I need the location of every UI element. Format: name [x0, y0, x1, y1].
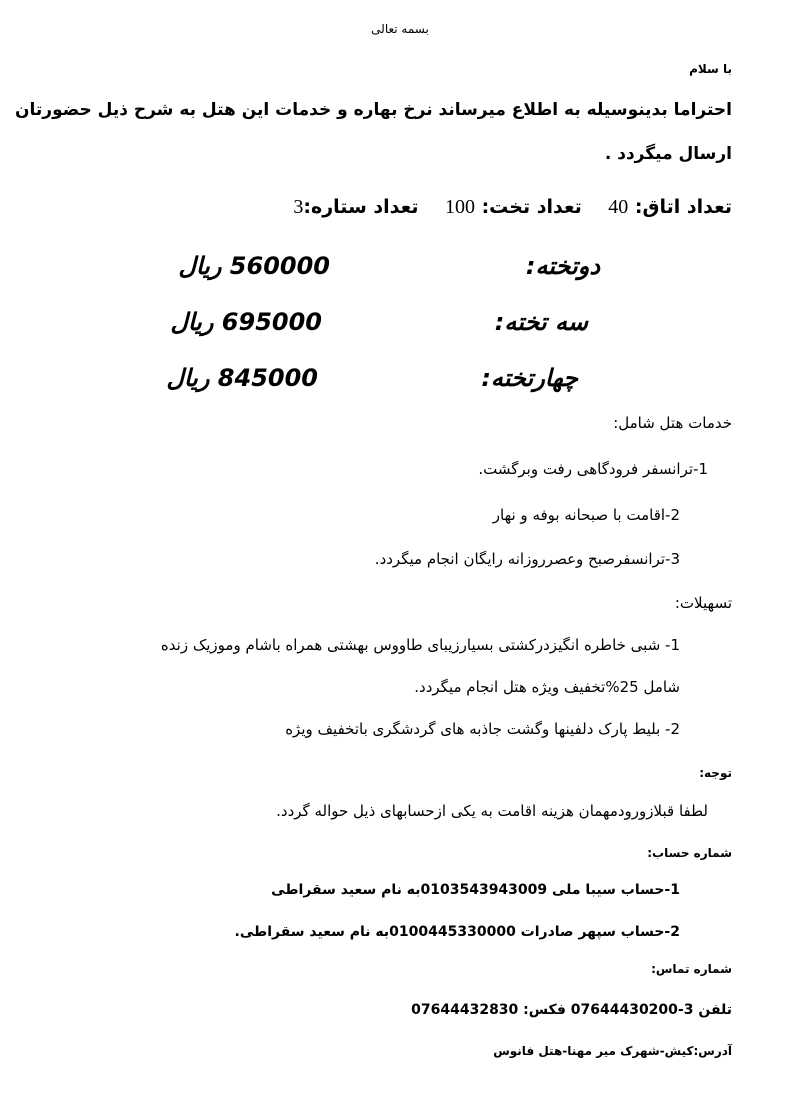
price-value-triple: 695000 ریال [170, 308, 322, 336]
beds-value: 100 [444, 196, 475, 218]
accounts-title: شماره حساب: [647, 846, 732, 860]
address-line: آدرس:کیش-شهرک میر مهنا-هتل فانوس [493, 1044, 732, 1058]
price-value-quad: 845000 ریال [166, 364, 318, 392]
facility-item-2: 2- بلیط پارک دلفینها وگشت جاذبه های گردشگری باتخفیف ویژه [285, 720, 680, 738]
price-label-quad: چهارتخته: [481, 364, 578, 392]
facilities-title: تسهیلات: [674, 594, 732, 612]
phone-fax-line: تلفن 3-07644430200 فکس: 07644432830 [411, 1002, 732, 1018]
header-title: بسمه تعالی [371, 22, 429, 36]
facility-item-1-line-2: شامل 25%تخفیف ویژه هتل انجام میگردد. [414, 678, 680, 696]
intro-line-1: احتراما بدینوسیله به اطلاع میرساند نرخ بهاره و خدمات این هتل به شرح ذیل حضورتان [15, 100, 732, 120]
services-title: خدمات هتل شامل: [613, 414, 732, 432]
account-item: 2-حساب سپهر صادرات 0100445330000به نام سعید سقراطی. [234, 924, 680, 940]
hotel-stats [293, 196, 732, 219]
note-body: لطفا قبلازورودمهمان هزینه اقامت به یکی ازحسابهای ذیل حواله گردد. [276, 802, 708, 820]
service-item: 3-ترانسفرصبح وعصرروزانه رایگان انجام میگردد. [374, 550, 680, 568]
greeting: با سلام [689, 62, 732, 76]
beds-label: تعداد تخت: [481, 196, 582, 218]
rooms-value: 40 [608, 196, 629, 218]
service-item: 1-ترانسفر فرودگاهی رفت وبرگشت. [478, 460, 708, 478]
service-item: 2-اقامت با صبحانه بوفه و نهار [492, 506, 680, 524]
price-label-triple: سه تخته: [494, 308, 588, 336]
price-label-double: دوتخته: [525, 252, 600, 280]
facility-item-1-line-1: 1- شبی خاطره انگیزدرکشتی بسیارزیبای طاووس بهشتی همراه باشام وموزیک زنده [160, 636, 680, 654]
contact-title: شماره تماس: [651, 962, 732, 976]
stars-label: تعداد ستاره: [303, 196, 419, 218]
rooms-label: تعداد اتاق: [634, 196, 732, 218]
note-title: توجه: [699, 766, 732, 780]
intro-line-2: ارسال میگردد . [604, 144, 732, 164]
account-item: 1-حساب سیبا ملی 0103543943009به نام سعید سقراطی [271, 882, 680, 898]
stars-value: 3 [293, 196, 304, 218]
price-value-double: 560000 ریال [178, 252, 330, 280]
